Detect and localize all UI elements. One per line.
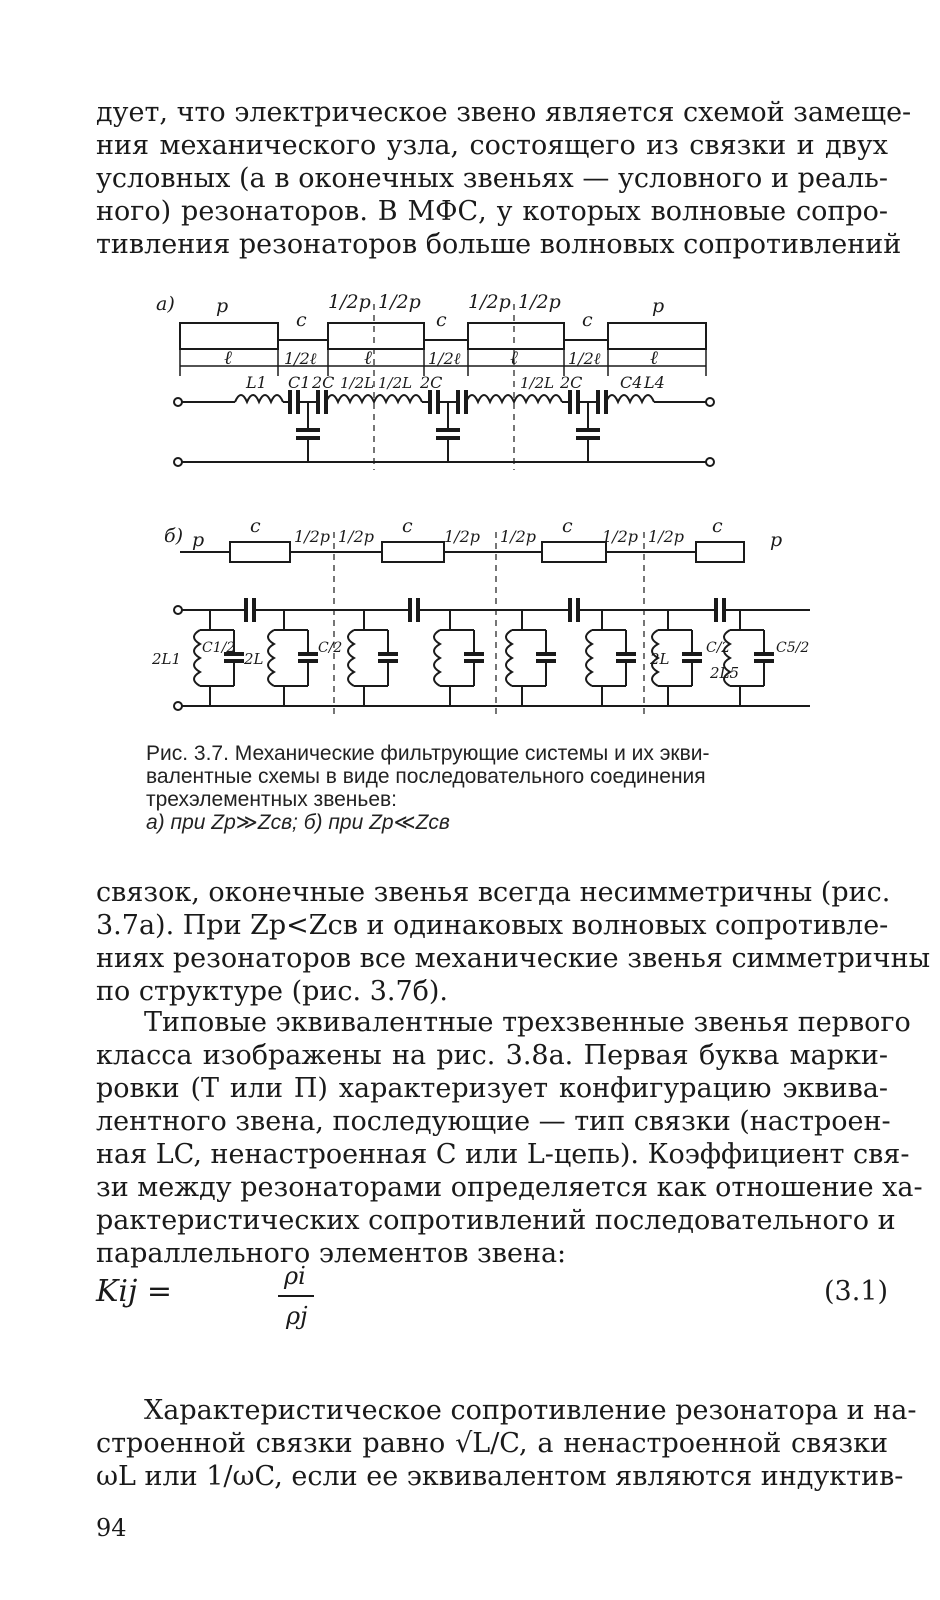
paragraph-top: [96, 96, 912, 261]
label: 2L5: [710, 664, 740, 682]
label: ℓ: [650, 347, 658, 369]
label: c: [402, 515, 413, 537]
label: c: [296, 309, 307, 331]
caption-line: Рис. 3.7. Механические фильтрующие системы и их экви-: [146, 742, 710, 765]
formula-numerator: ρi: [284, 1262, 306, 1290]
lc-tank: [194, 610, 244, 706]
equation-number: (3.1): [823, 1276, 888, 1307]
text-line: ωL или 1/ωC, если ее эквивалентом являются индуктив-: [96, 1461, 904, 1492]
terminal: [706, 398, 714, 406]
label: ℓ: [224, 347, 232, 369]
figure-b-label: б): [164, 525, 184, 547]
label: 1/2ℓ: [428, 349, 461, 368]
figure-3-7: [150, 280, 810, 720]
label: 2L: [650, 650, 670, 668]
fraction-bar: [278, 1295, 314, 1297]
terminal: [706, 458, 714, 466]
paragraph-mid: [96, 876, 931, 1008]
label: C/2: [706, 640, 731, 656]
text-line: тивления резонаторов больше волновых сопротивлений: [96, 229, 902, 260]
figure-b-labels: [151, 515, 809, 682]
label: p: [770, 529, 783, 551]
text-line: рактеристических сопротивлений последовательного и: [96, 1205, 896, 1236]
label: c: [250, 515, 261, 537]
rod: [180, 323, 278, 349]
label: 1/2ℓ: [568, 349, 601, 368]
page-number: 94: [96, 1514, 127, 1542]
label: C/2: [318, 640, 343, 656]
label: C4: [620, 373, 643, 392]
rod: [468, 323, 564, 349]
caption-line: валентные схемы в виде последовательного соединения: [146, 765, 706, 788]
text-line: 3.7а). При Zр<Zсв и одинаковых волновых сопротивле-: [96, 910, 889, 941]
paragraph-bottom: [96, 1394, 917, 1493]
rod: [328, 323, 424, 349]
label: 1/2L: [520, 374, 555, 392]
text-line: класса изображены на рис. 3.8а. Первая буква марки-: [96, 1040, 888, 1071]
label: 1/2L: [378, 374, 413, 392]
text-line: дует, что электрическое звено является схемой замеще-: [96, 97, 912, 128]
label: 2C: [312, 373, 335, 392]
paragraph-types: [96, 1006, 923, 1270]
formula-denominator: ρj: [286, 1302, 308, 1330]
formula-lhs: Kij =: [96, 1274, 172, 1309]
text-line: Типовые эквивалентные трехзвенные звенья первого: [144, 1007, 911, 1038]
formula-3-1: [96, 1262, 888, 1332]
label: p: [652, 295, 665, 317]
label: 1/2p: [500, 527, 536, 546]
text-line: ниях резонаторов все механические звенья симметричны: [96, 943, 931, 974]
terminal: [174, 398, 182, 406]
figure-a-label: а): [156, 293, 175, 315]
label: L1: [246, 373, 267, 392]
text-line: Характеристическое сопротивление резонатора и на-: [144, 1395, 917, 1426]
rod: [608, 323, 706, 349]
label: 1/2L: [340, 374, 375, 392]
label: ℓ: [510, 347, 518, 369]
label: L4: [644, 373, 665, 392]
caption-line: трехэлементных звеньев:: [146, 788, 397, 811]
label: 2C: [560, 373, 583, 392]
terminal: [174, 458, 182, 466]
label: p: [216, 295, 229, 317]
label: p: [192, 529, 205, 551]
label: 1/2p: [648, 527, 684, 546]
label: c: [436, 309, 447, 331]
text-line: зи между резонаторами определяется как отношение ха-: [96, 1172, 923, 1203]
label: 2L: [244, 650, 264, 668]
lc-tank: [434, 610, 484, 706]
text-line: параллельного элементов звена:: [96, 1238, 567, 1269]
label: 2C: [420, 373, 443, 392]
label: 1/2p: [378, 291, 421, 313]
label: C1/2: [202, 640, 236, 656]
label: 1/2p: [294, 527, 330, 546]
text-line: ного) резонаторов. В МФС, у которых волновые сопро-: [96, 196, 888, 227]
label: 1/2p: [602, 527, 638, 546]
figure-b: [174, 532, 810, 718]
lc-tank: [506, 610, 556, 706]
label: C1: [288, 373, 311, 392]
label: 1/2p: [338, 527, 374, 546]
label: c: [582, 309, 593, 331]
label: 1/2p: [328, 291, 371, 313]
text-line: ния механического узла, состоящего из связки и двух: [96, 130, 888, 161]
label: 1/2p: [444, 527, 480, 546]
text-line: по структуре (рис. 3.7б).: [96, 976, 449, 1007]
label: 1/2p: [518, 291, 561, 313]
text-line: связок, оконечные звенья всегда несимметричны (рис.: [96, 877, 891, 908]
label: C5/2: [776, 640, 810, 656]
lc-tank: [268, 610, 318, 706]
text-line: условных (а в оконечных звеньях — условного и реаль-: [96, 163, 888, 194]
text-line: ная LC, ненастроенная C или L-цепь). Коэффициент свя-: [96, 1139, 910, 1170]
caption-sublabel: а) при Zр≫Zсв; б) при Zр≪Zсв: [146, 811, 450, 834]
label: 1/2p: [468, 291, 511, 313]
label: c: [562, 515, 573, 537]
label: 1/2ℓ: [284, 349, 317, 368]
text-line: строенной связки равно √L/C, а ненастроенной связки: [96, 1428, 888, 1459]
text-line: ровки (Т или П) характеризует конфигурацию эквива-: [96, 1073, 888, 1104]
label: 2L1: [152, 650, 182, 668]
text-line: лентного звена, последующие — тип связки (настроен-: [96, 1106, 891, 1137]
label: c: [712, 515, 723, 537]
label: ℓ: [364, 347, 372, 369]
figure-caption: [146, 742, 846, 834]
lc-tank: [724, 610, 774, 706]
lc-tank: [586, 610, 636, 706]
figure-a-labels: [156, 291, 665, 392]
lc-tank: [348, 610, 398, 706]
